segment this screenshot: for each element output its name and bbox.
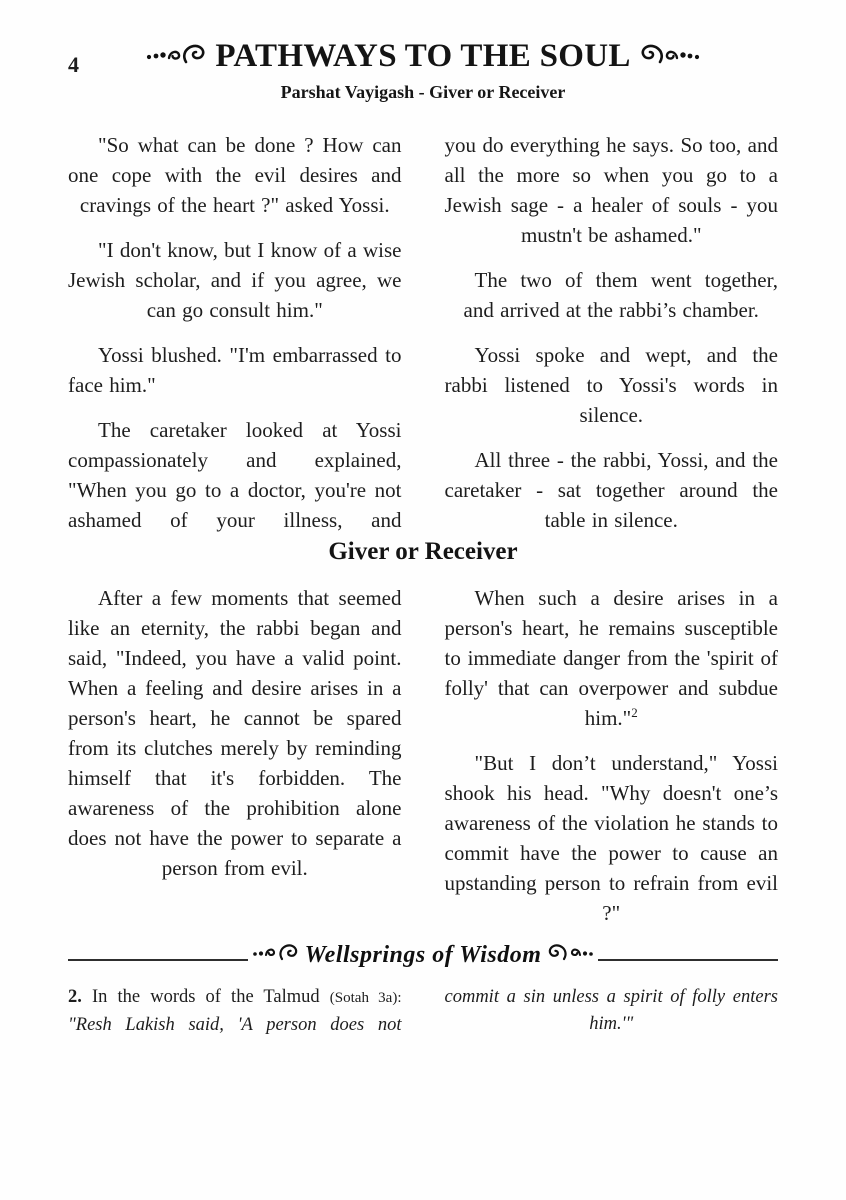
footnote-right-column xyxy=(445,984,779,1039)
paragraph-s1-r4: All three - the rabbi, Yossi, and the caretaker - sat together around the table in silence. xyxy=(444,448,778,532)
section-heading: Giver or Receiver xyxy=(328,538,518,565)
page-footer xyxy=(68,942,778,1039)
page-header xyxy=(68,38,778,103)
paragraph-s2-r1-text: When such a desire arises in a person's heart, he remains susceptible to immediate danger from the 'spirit of folly' that can overpower and subdue him." xyxy=(444,586,778,730)
footnote-intro: In the words of the Talmud xyxy=(91,987,320,1007)
section2-left-column xyxy=(68,583,402,928)
footnote-left xyxy=(68,984,402,1039)
paragraph-s1-l1: "So what can be done ? How can one cope with the evil desires and cravings of the heart ?" asked Yossi. xyxy=(68,133,402,217)
footnote-quote-left: "Resh Lakish said, 'A person does not xyxy=(68,1015,402,1035)
footnote-left-column xyxy=(68,984,402,1039)
paragraph-s1-l2: "I don't know, but I know of a wise Jewish scholar, and if you agree, we can go consult him." xyxy=(68,238,402,322)
footnote-quote-right: commit a sin unless a spirit of folly enters him.'" xyxy=(444,987,778,1034)
paragraph-s1-r2: The two of them went together, and arrived at the rabbi’s chamber. xyxy=(463,268,778,322)
title-flourish-left-icon xyxy=(145,41,207,72)
page-number: 4 xyxy=(68,52,79,77)
footnote-number: 2. xyxy=(68,987,82,1007)
section1-columns xyxy=(68,130,778,535)
paragraph-s1-l3: Yossi blushed. "I'm embarrassed to face him." xyxy=(68,343,402,397)
paragraph-s1-r3: Yossi spoke and wept, and the rabbi listened to Yossi's words in silence. xyxy=(444,343,778,427)
section2-right-column xyxy=(445,583,779,928)
paragraph-s2-r2: "But I don’t understand," Yossi shook his head. "Why doesn't one’s awareness of the violation he stands to commit have the power to cause an upstanding person to refrain from evil ?" xyxy=(444,751,778,925)
footnote-columns xyxy=(68,984,778,1039)
section1-left-column xyxy=(68,130,402,535)
paragraph-s1-l4: The caretaker looked at Yossi compassionately and explained, "When you go to a doctor, you're not ashamed of your illness, and xyxy=(68,418,402,532)
divider-flourish-left-icon xyxy=(252,942,300,969)
section1-right-column xyxy=(445,130,779,535)
paragraph-s2-l1: After a few moments that seemed like an eternity, the rabbi began and said, "Indeed, you have a valid point. When a feeling and desire arises in a person's heart, he cannot be spared from its clutches merely by reminding himself that it's forbidden. The awareness of the prohibition alone does not have the power to separate a person from evil. xyxy=(68,586,402,880)
book-title: PATHWAYS TO THE SOUL xyxy=(215,38,631,74)
title-row xyxy=(68,38,778,75)
paragraph-s2-r1 xyxy=(445,583,779,733)
footnote-reference: 2 xyxy=(631,705,638,720)
footnote-right xyxy=(445,984,779,1038)
footer-banner: Wellsprings of Wisdom xyxy=(304,942,542,968)
chapter-subtitle: Parshat Vayigash - Giver or Receiver xyxy=(280,82,566,102)
divider-flourish-right-icon xyxy=(546,942,594,969)
section2-columns xyxy=(68,583,778,928)
footer-divider xyxy=(68,942,778,978)
footer-banner-group xyxy=(248,942,599,969)
footnote-citation: (Sotah 3a): xyxy=(329,990,402,1006)
title-flourish-right-icon xyxy=(639,41,701,72)
paragraph-s1-r1: you do everything he says. So too, and all the more so when you go to a Jewish sage - a healer of souls - you mustn't be ashamed." xyxy=(444,133,778,247)
